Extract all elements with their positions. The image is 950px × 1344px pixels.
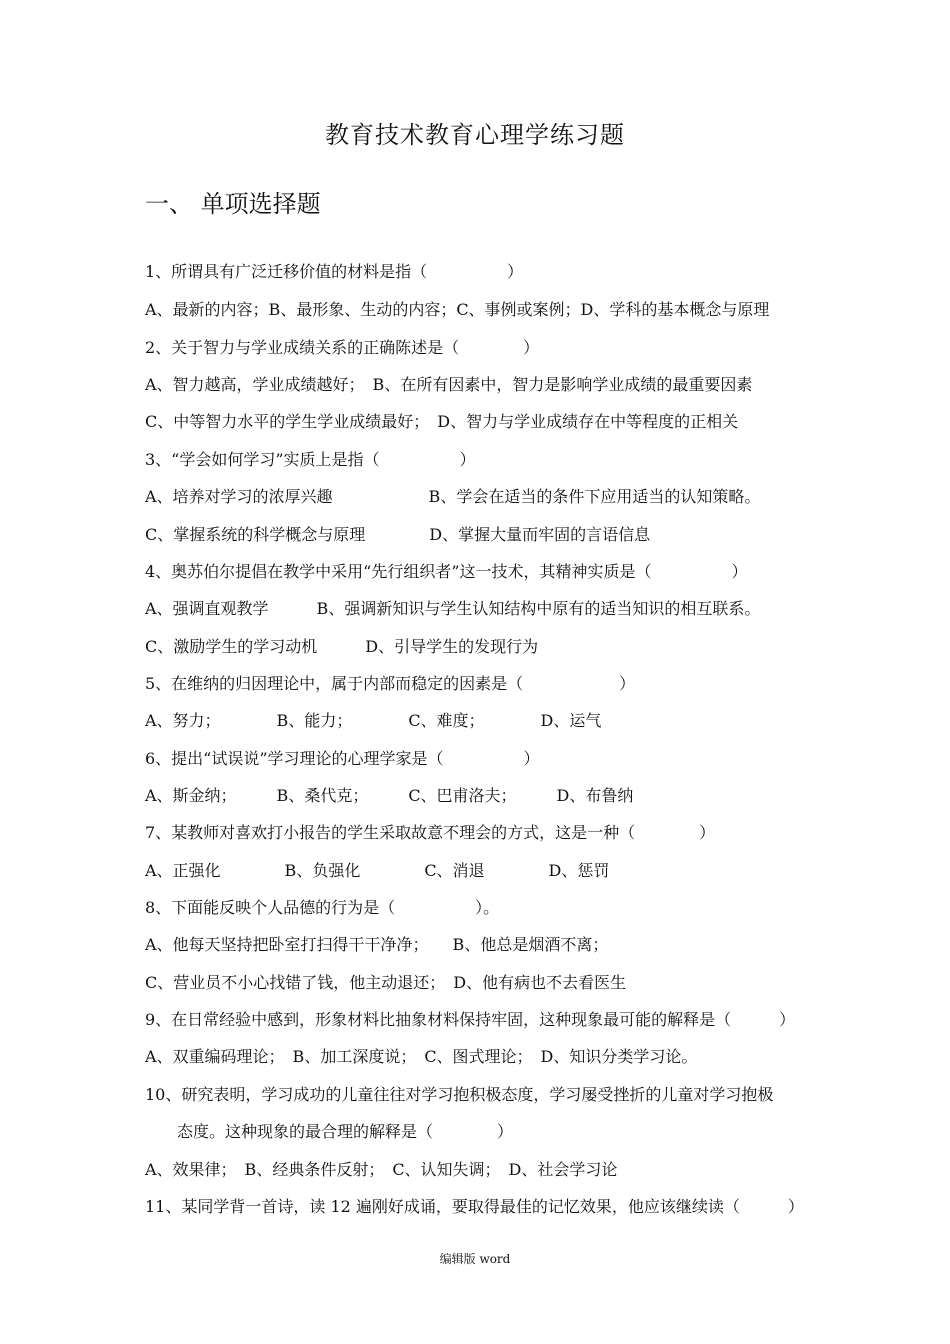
question-line: C、营业员不小心找错了钱，他主动退还； D、他有病也不去看医生 bbox=[145, 973, 627, 992]
question-line: 11、某同学背一首诗，读 12 遍刚好成诵，要取得最佳的记忆效果，他应该继续读（ ） bbox=[145, 1197, 804, 1216]
question-line: A、斯金纳； B、桑代克； C、巴甫洛夫； D、布鲁纳 bbox=[145, 786, 634, 805]
question-line: A、正强化 B、负强化 C、消退 D、惩罚 bbox=[145, 861, 610, 880]
question-line: A、强调直观教学 B、强调新知识与学生认知结构中原有的适当知识的相互联系。 bbox=[145, 599, 761, 618]
question-line: 3、“学会如何学习”实质上是指（ ） bbox=[145, 450, 476, 469]
question-line: A、最新的内容；B、最形象、生动的内容；C、事例或案例；D、学科的基本概念与原理 bbox=[145, 300, 770, 319]
question-line: C、中等智力水平的学生学业成绩最好； D、智力与学业成绩存在中等程度的正相关 bbox=[145, 412, 739, 431]
question-line: A、培养对学习的浓厚兴趣 B、学会在适当的条件下应用适当的认知策略。 bbox=[145, 487, 761, 506]
question-line: 10、研究表明，学习成功的儿童往往对学习抱积极态度，学习屡受挫折的儿童对学习抱极 bbox=[145, 1085, 774, 1104]
question-line: 7、某教师对喜欢打小报告的学生采取故意不理会的方式，这是一种（ ） bbox=[145, 823, 716, 842]
question-line: 5、在维纳的归因理论中，属于内部而稳定的因素是（ ） bbox=[145, 674, 636, 693]
document-title: 教育技术教育心理学练习题 bbox=[325, 121, 625, 149]
question-line: 1、所谓具有广泛迁移价值的材料是指（ ） bbox=[145, 262, 524, 281]
question-line: 态度。这种现象的最合理的解释是（ ） bbox=[145, 1122, 514, 1141]
page-footer: 编辑版 word bbox=[439, 1252, 511, 1266]
question-line: A、努力； B、能力； C、难度； D、运气 bbox=[145, 711, 602, 730]
question-line: 4、奥苏伯尔提倡在教学中采用“先行组织者”这一技术，其精神实质是（ ） bbox=[145, 562, 748, 581]
section-heading: 一、 单项选择题 bbox=[145, 190, 321, 218]
question-line: A、智力越高，学业成绩越好； B、在所有因素中，智力是影响学业成绩的最重要因素 bbox=[145, 375, 753, 394]
question-line: A、双重编码理论； B、加工深度说； C、图式理论； D、知识分类学习论。 bbox=[145, 1047, 698, 1066]
question-line: A、效果律； B、经典条件反射； C、认知失调； D、社会学习论 bbox=[145, 1160, 618, 1179]
question-line: C、激励学生的学习动机 D、引导学生的发现行为 bbox=[145, 637, 539, 656]
question-line: 9、在日常经验中感到，形象材料比抽象材料保持牢固，这种现象最可能的解释是（ ） bbox=[145, 1010, 796, 1029]
question-line: A、他每天坚持把卧室打扫得干干净净； B、他总是烟酒不离； bbox=[145, 935, 609, 954]
question-line: 6、提出“试误说”学习理论的心理学家是（ ） bbox=[145, 749, 540, 768]
question-line: 2、关于智力与学业成绩关系的正确陈述是（ ） bbox=[145, 338, 540, 357]
question-line: C、掌握系统的科学概念与原理 D、掌握大量而牢固的言语信息 bbox=[145, 525, 651, 544]
question-line: 8、下面能反映个人品德的行为是（ ）。 bbox=[145, 898, 500, 917]
